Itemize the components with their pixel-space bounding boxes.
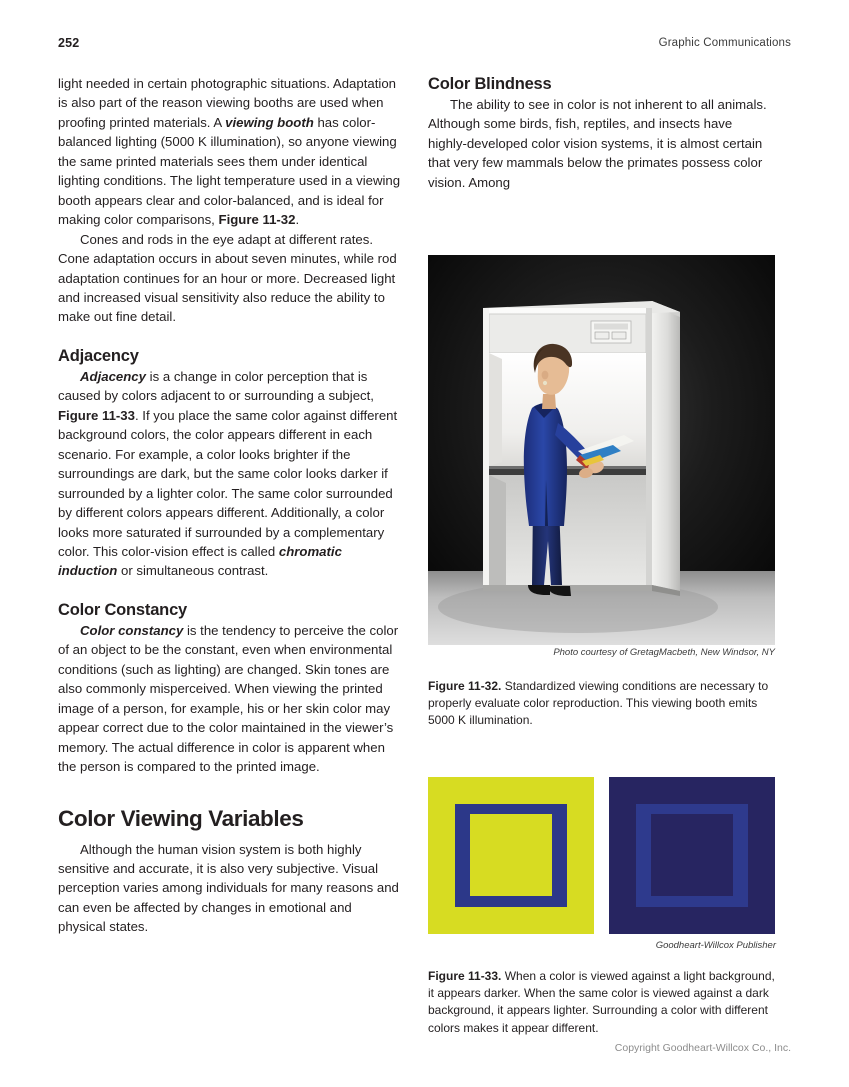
running-head bbox=[58, 36, 791, 52]
figure-11-32-caption-label: Figure 11-32. bbox=[428, 679, 502, 693]
term-adjacency: Adjacency bbox=[80, 368, 146, 384]
term-color-constancy: Color constancy bbox=[80, 622, 184, 638]
figure-11-33-caption-text: When a color is viewed against a light background, it appears darker. When the same color is viewed against a dark background, it appears lighter. Surrounding a color with different colors makes it appear different. bbox=[428, 969, 775, 1035]
para-1-mid: has color-balanced lighting (5000 K illumination), so anyone viewing the same printed materials sees them under identical lighting conditions. The light temperature used in a viewing booth appears clear and color-balanced, and is ideal for making color comparisons, bbox=[58, 114, 401, 228]
heading-color-blindness: Color Blindness bbox=[428, 75, 552, 93]
figure-11-32-credit: Photo courtesy of GretagMacbeth, New Windsor, NY bbox=[553, 647, 775, 658]
dark-background-swatch bbox=[609, 777, 775, 934]
paragraph-cones-rods: Cones and rods in the eye adapt at different rates. Cone adaptation occurs in about seven minutes, while rod adaptation continues for an hour or more. Decreased light and increased visual sensitivity also reduce the ability to make out fine detail. bbox=[58, 231, 397, 325]
paragraph-adjacency bbox=[58, 367, 403, 581]
light-background-swatch bbox=[428, 777, 594, 934]
figure-11-32-caption bbox=[428, 678, 776, 730]
paragraph-adaptation bbox=[58, 74, 403, 230]
figure-11-33-caption-label: Figure 11-33. bbox=[428, 969, 502, 983]
paragraph-color-viewing-variables: Although the human vision system is both highly sensitive and accurate, it is also very subjective. Visual perception varies among individuals for many reasons and can even be affected by changes in emotional and physical states. bbox=[58, 841, 399, 935]
term-chromatic-induction: chromatic induction bbox=[58, 543, 342, 579]
copyright-footer: Copyright Goodheart-Willcox Co., Inc. bbox=[614, 1042, 791, 1054]
heading-adjacency: Adjacency bbox=[58, 346, 139, 365]
spacer bbox=[58, 327, 403, 346]
spacer bbox=[58, 581, 403, 600]
figure-11-32 bbox=[428, 255, 775, 658]
figure-reference-11-33: Figure 11-33 bbox=[58, 407, 135, 423]
figure-11-33 bbox=[428, 777, 775, 934]
figure-11-33-caption bbox=[428, 968, 776, 1037]
adjacency-post: or simultaneous contrast. bbox=[117, 563, 269, 579]
viewing-booth-illustration bbox=[428, 255, 775, 645]
constancy-body: is the tendency to perceive the color of an object to be the constant, even when environmental conditions (such as lighting) are changed. Skin tones are also commonly misperceived. When viewing the printed image of a person, for example, his or her skin color may appear correct due to the color maintained in the viewer’s memory. The actual difference in color is apparent when the person is compared to the printed image. bbox=[58, 622, 399, 775]
figure-11-33-credit: Goodheart-Willcox Publisher bbox=[655, 940, 776, 951]
running-title: Graphic Communications bbox=[658, 37, 791, 49]
heading-color-constancy: Color Constancy bbox=[58, 600, 188, 619]
spacer bbox=[58, 832, 403, 840]
paragraph-color-constancy bbox=[58, 621, 403, 777]
adjacency-mid: . If you place the same color against different background colors, the color appears different in each scenario. For example, a color looks brighter if the surroundings are dark, but the same color looks darker if surrounded by a lighter color. The same color surrounded by different colors appears different. Additionally, a color looks more saturated if surrounded by a complementary color. This color-vision effect is called bbox=[58, 407, 398, 559]
figure-11-32-caption-text: Standardized viewing conditions are necessary to properly evaluate color reproduction. This viewing booth emits 5000 K illumination. bbox=[428, 679, 769, 728]
heading-color-viewing-variables: Color Viewing Variables bbox=[58, 805, 304, 831]
left-text-column bbox=[58, 74, 403, 937]
paragraph-color-blindness: The ability to see in color is not inherent to all animals. Although some birds, fish, reptiles, and insects have highly-developed color vision systems, it is almost certain that very few mammals below the primates possess color vision. Among bbox=[428, 97, 767, 190]
para-1-pre: light needed in certain photographic situations. Adaptation is also part of the reason viewing booths are used when proofing printed materials. A bbox=[58, 76, 396, 130]
para-1-post: . bbox=[295, 212, 300, 228]
spacer bbox=[58, 777, 403, 805]
viewing-booth-photo bbox=[428, 255, 775, 645]
figure-reference-11-32: Figure 11-32 bbox=[218, 212, 296, 228]
page-number: 252 bbox=[58, 36, 80, 50]
adjacency-pre: is a change in color perception that is caused by colors adjacent to or surrounding a subject, bbox=[58, 368, 374, 404]
light-swatch-inner-square bbox=[470, 814, 552, 896]
dark-swatch-inner-square bbox=[651, 814, 733, 896]
term-viewing-booth: viewing booth bbox=[225, 114, 314, 130]
right-text-column bbox=[428, 74, 773, 192]
